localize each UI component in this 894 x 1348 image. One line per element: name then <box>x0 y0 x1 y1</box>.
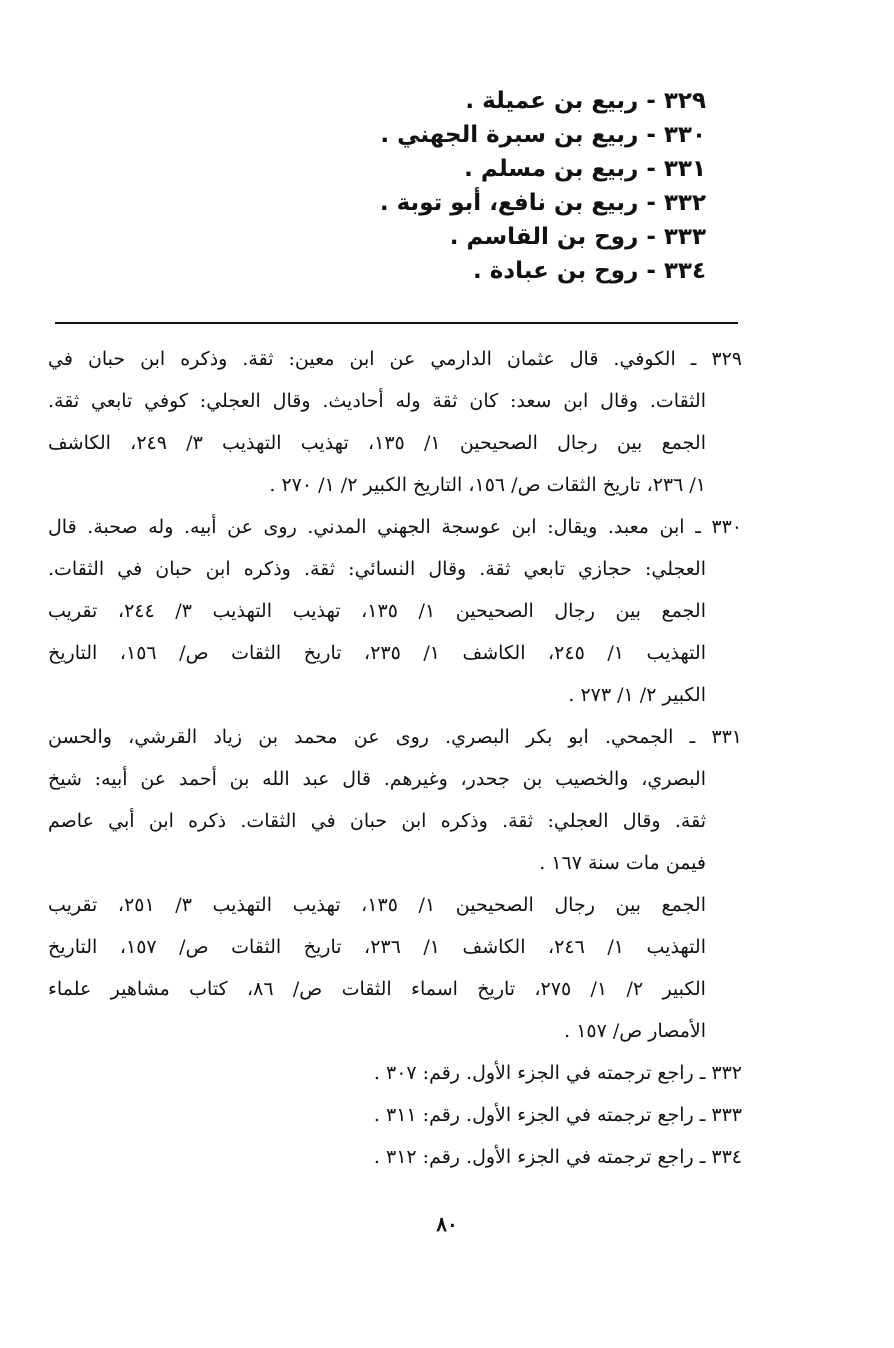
footnote-line: الكبير ٢/ ١/ ٢٧٥، تاريخ اسماء الثقات ص/ ٨٦، كتاب مشاهير علماء <box>48 978 706 1000</box>
name-entry-330: ٣٣٠ - ربيع بن سبرة الجهني . <box>380 122 706 148</box>
footnote-line: الثقات. وقال ابن سعد: كان ثقة وله أحاديث. وقال العجلي: كوفي تابعي ثقة. <box>48 390 706 412</box>
footnote-line: الأمصار ص/ ١٥٧ . <box>564 1020 706 1042</box>
footnote-line: التهذيب ١/ ٢٤٦، الكاشف ١/ ٢٣٦، تاريخ الثقات ص/ ١٥٧، التاريخ <box>48 936 706 958</box>
footnote-line: الجمع بين رجال الصحيحين ١/ ١٣٥، تهذيب التهذيب ٣/ ٢٥١، تقريب <box>48 894 706 916</box>
footnote-line: العجلي: حجازي تابعي ثقة. وقال النسائي: ثقة. وذكره ابن حبان في الثقات. <box>48 558 706 580</box>
footnote-line: ٣٢٩ ـ الكوفي. قال عثمان الدارمي عن ابن معين: ثقة. وذكره ابن حبان في <box>48 348 742 370</box>
footnote-line: ثقة. وقال العجلي: ثقة. وذكره ابن حبان في الثقات. ذكره ابن أبي عاصم <box>48 810 706 832</box>
footnote-line: ٣٣٣ ـ راجع ترجمته في الجزء الأول. رقم: ٣١١ . <box>373 1104 742 1126</box>
names-list <box>380 84 706 288</box>
footnote-line: التهذيب ١/ ٢٤٥، الكاشف ١/ ٢٣٥، تاريخ الثقات ص/ ١٥٦، التاريخ <box>48 642 706 664</box>
footnote-line: الكبير ٢/ ١/ ٢٧٣ . <box>568 684 706 706</box>
name-entry-331: ٣٣١ - ربيع بن مسلم . <box>464 156 706 182</box>
footnotes-block <box>48 338 742 1178</box>
footnote-line: ٣٣٢ ـ راجع ترجمته في الجزء الأول. رقم: ٣٠٧ . <box>373 1062 742 1084</box>
name-entry-329: ٣٢٩ - ربيع بن عميلة . <box>465 88 706 114</box>
footnote-separator-rule <box>55 322 738 324</box>
footnote-line: الجمع بين رجال الصحيحين ١/ ١٣٥، تهذيب التهذيب ٣/ ٢٤٤، تقريب <box>48 600 706 622</box>
footnote-line: ١/ ٢٣٦، تاريخ الثقات ص/ ١٥٦، التاريخ الكبير ٢/ ١/ ٢٧٠ . <box>269 474 706 496</box>
name-entry-332: ٣٣٢ - ربيع بن نافع، أبو توبة . <box>379 190 706 216</box>
footnote-line: ٣٣١ ـ الجمحي. ابو بكر البصري. روى عن محمد بن زياد القرشي، والحسن <box>48 726 742 748</box>
footnote-line: الجمع بين رجال الصحيحين ١/ ١٣٥، تهذيب التهذيب ٣/ ٢٤٩، الكاشف <box>48 432 706 454</box>
footnote-line: ٣٣٠ ـ ابن معبد. ويقال: ابن عوسجة الجهني المدني. روى عن أبيه. وله صحبة. قال <box>48 516 742 538</box>
footnote-line: ٣٣٤ ـ راجع ترجمته في الجزء الأول. رقم: ٣١٢ . <box>373 1146 742 1168</box>
footnote-line: البصري، والخصيب بن جحدر، وغيرهم. قال عبد الله بن أحمد عن أبيه: شيخ <box>48 768 706 790</box>
footnote-line: فيمن مات سنة ١٦٧ . <box>539 852 706 874</box>
name-entry-333: ٣٣٣ - روح بن القاسم . <box>449 224 706 250</box>
name-entry-334: ٣٣٤ - روح بن عبادة . <box>472 258 706 284</box>
page-number: ٨٠ <box>436 1212 458 1236</box>
